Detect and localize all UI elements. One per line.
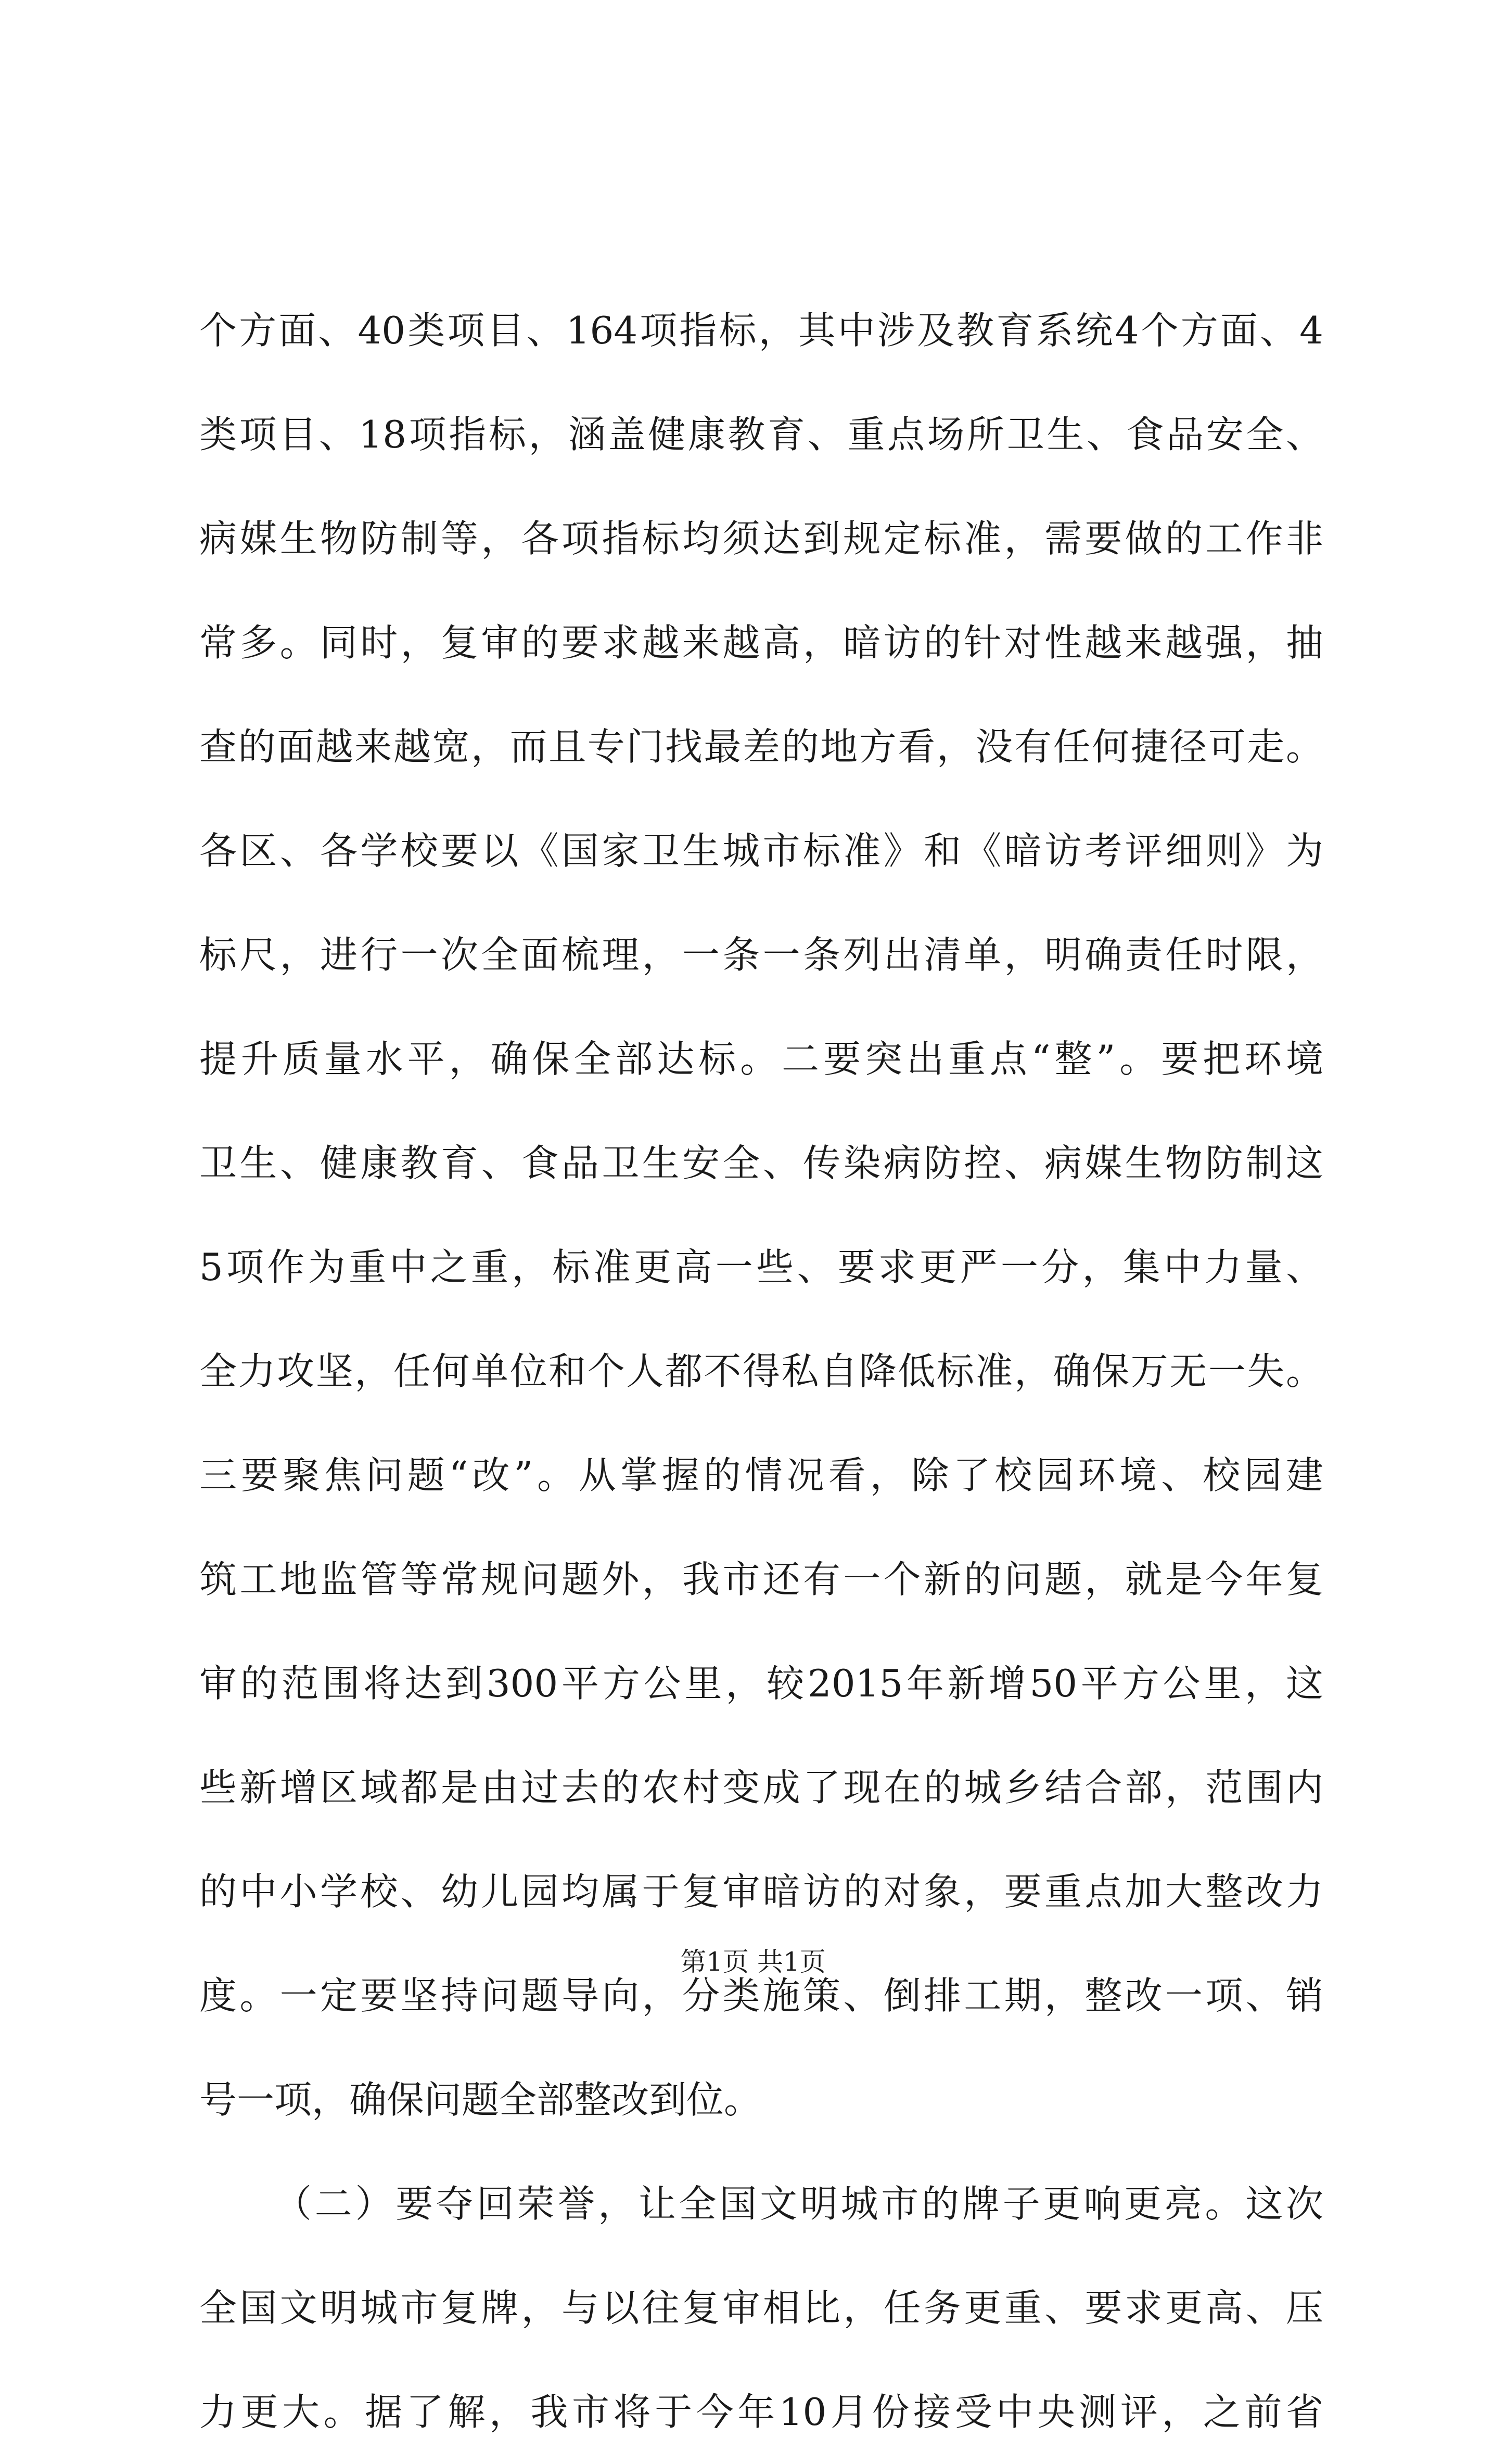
body-text bbox=[199, 278, 1323, 2464]
paragraph-start-line: （二）要夺回荣誉，让全国文明城市的牌子更响更亮。这次 bbox=[274, 2182, 1323, 2226]
text-line: 度。一定要坚持问题导向，分类施策、倒排工期，整改一项、销 bbox=[199, 1974, 1323, 2018]
text-line: 类项目、18项指标，涵盖健康教育、重点场所卫生、食品安全、 bbox=[199, 413, 1323, 456]
text-line: 全国文明城市复牌，与以往复审相比，任务更重、要求更高、压 bbox=[199, 2286, 1323, 2330]
text-line: 力更大。据了解，我市将于今年10月份接受中央测评，之前省 bbox=[199, 2390, 1323, 2434]
text-line: 常多。同时，复审的要求越来越高，暗访的针对性越来越强，抽 bbox=[199, 621, 1323, 665]
page-number-label: 第1页 共1页 bbox=[680, 1947, 826, 1977]
text-line: 审的范围将达到300平方公里，较2015年新增50平方公里，这 bbox=[199, 1662, 1323, 1705]
text-line: 三要聚焦问题“改”。从掌握的情况看，除了校园环境、校园建 bbox=[199, 1453, 1323, 1497]
text-line: 号一项，确保问题全部整改到位。 bbox=[199, 2078, 762, 2122]
text-line: 卫生、健康教育、食品卫生安全、传染病防控、病媒生物防制这 bbox=[199, 1141, 1323, 1185]
text-line: 筑工地监管等常规问题外，我市还有一个新的问题，就是今年复 bbox=[199, 1557, 1323, 1601]
text-line: 全力攻坚，任何单位和个人都不得私自降低标准，确保万无一失。 bbox=[199, 1349, 1323, 1393]
text-line: 个方面、40类项目、164项指标，其中涉及教育系统4个方面、4 bbox=[199, 309, 1323, 352]
page-footer bbox=[0, 1941, 1506, 1983]
text-line: 些新增区域都是由过去的农村变成了现在的城乡结合部，范围内 bbox=[199, 1766, 1323, 1809]
text-line: 查的面越来越宽，而且专门找最差的地方看，没有任何捷径可走。 bbox=[199, 725, 1323, 769]
text-line: 标尺，进行一次全面梳理，一条一条列出清单，明确责任时限， bbox=[199, 933, 1323, 977]
text-line: 5项作为重中之重，标准更高一些、要求更严一分，集中力量、 bbox=[199, 1245, 1323, 1289]
text-line: 的中小学校、幼儿园均属于复审暗访的对象，要重点加大整改力 bbox=[199, 1870, 1323, 1913]
text-line: 各区、各学校要以《国家卫生城市标准》和《暗访考评细则》为 bbox=[199, 829, 1323, 873]
text-line: 提升质量水平，确保全部达标。二要突出重点“整”。要把环境 bbox=[199, 1037, 1323, 1081]
text-line: 病媒生物防制等，各项指标均须达到规定标准，需要做的工作非 bbox=[199, 517, 1323, 560]
